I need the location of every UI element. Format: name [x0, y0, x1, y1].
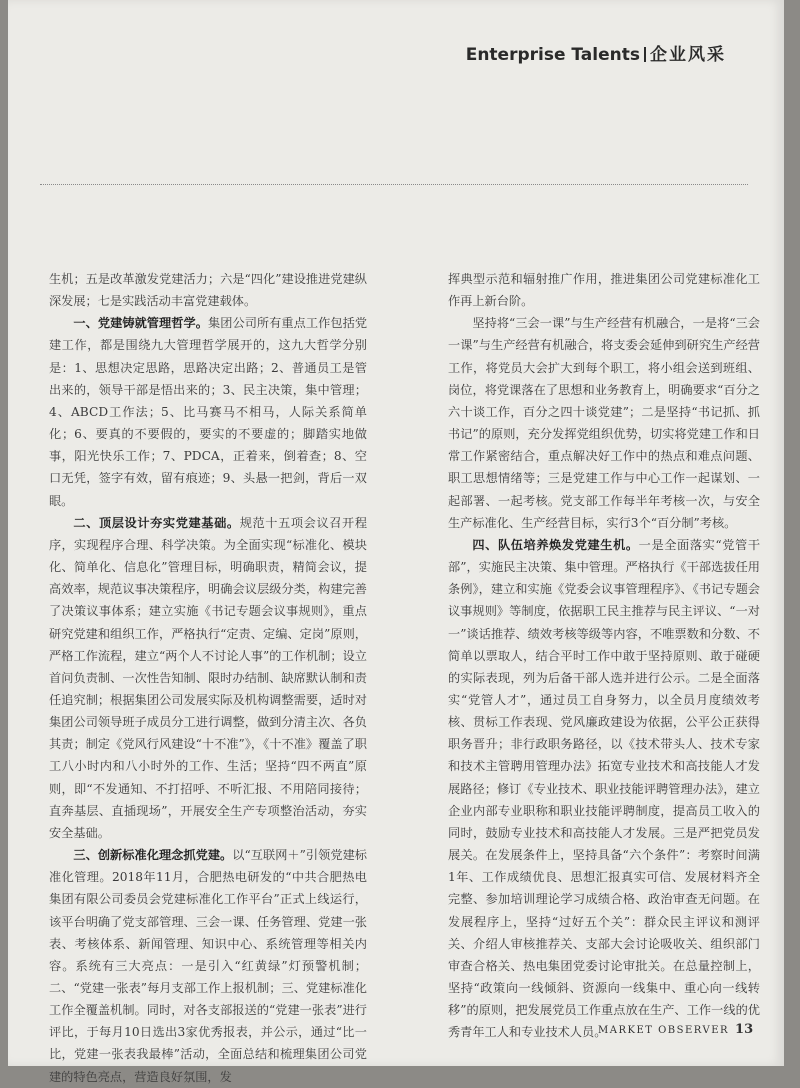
paragraph — [49, 844, 367, 1088]
paragraph-text: 生机；五是改革激发党建活力；六是“四化”建设推进党建纵深发展；七是实践活动丰富党建载体。 — [49, 272, 367, 309]
paragraph — [49, 312, 367, 511]
paragraph — [448, 534, 760, 1044]
section-heading: 二、顶层设计夯实党建基础。 — [73, 515, 240, 530]
paragraph — [448, 312, 760, 534]
section-heading: 四、队伍培养焕发党建生机。 — [472, 537, 639, 552]
dotted-divider — [40, 184, 748, 185]
paragraph-text: 规范十五项会议召开程序，实现程序合理、科学决策。为全面实现“标准化、模块化、简单化、信息化”管理目标，明确职责，精简会议，提高效率，规范议事决策程序，明确会议层级分类，构建完善了决策议事体系；建立实施《书记专题会议事规则》，重点研究党建和组织工作，严格执行“定责、定编、定岗”原则，严格工作流程，建立“两个人不讨论人事”的工作机制；设立首问负责制、一次性告知制、限时办结制、缺席默认制和责任追究制；根据集团公司发展实际及机构调整需要，适时对集团公司领导班子成员分工进行调整，做到分清主次、各负其责；制定《党风行风建设“十不准”》，《十不准》覆盖了职工八小时内和八小时外的工作、生活；坚持“四不两直”原则，即“不发通知、不打招呼、不听汇报、不用陪同接待；直奔基层、直插现场”，开展安全生产专项整治活动，夯实安全基础。 — [49, 515, 368, 840]
paragraph — [448, 268, 760, 312]
journal-name: MARKET OBSERVER — [598, 1025, 730, 1036]
header-english-title: Enterprise Talents — [465, 45, 640, 65]
section-header — [466, 40, 726, 65]
paragraph — [49, 512, 367, 844]
page-number: 13 — [735, 1022, 754, 1037]
paragraph-text: 一是全面落实“党管干部”，实施民主决策、集中管理。严格执行《干部选拔任用条例》，建立和实施《党委会议事管理程序》、《书记专题会议事规则》等制度，依据职工民主推荐与民主评议、“一对一”谈话推荐、绩效考核等级等内容，不唯票数和分数、不简单以票取人，结合平时工作中敢于坚持原则、敢于碰硬的实际表现，列为后备干部人选并进行公示。二是全面落实“党管人才”，通过员工自身努力，以全员月度绩效考核、贯标工作表现、党风廉政建设为依据，公平公正获得职务晋升；非行政职务路径，以《技术带头人、技术专家和技术主管聘用管理办法》拓宽专业技术和高技能人才发展路径；修订《专业技术、职业技能评聘管理办法》，建立企业内部专业职称和职业技能评聘制度，提高员工收入的同时，鼓励专业技术和高技能人才发展。三是严把党员发展关。在发展条件上，坚持具备“六个条件”：考察时间满1年、工作成绩优良、思想汇报真实可信、发展材料齐全完整、参加培训理论学习成绩合格、政治审查无问题。在发展程序上，坚持“过好五个关”：群众民主评议和测评关、介绍人审核推荐关、支部大会讨论吸收关、组织部门审查合格关、热电集团党委讨论审批关。在总量控制上，坚持“政策向一线倾斜、资源向一线集中、重心向一线转移”的原则，把发展党员工作重点放在生产、工作一线的优秀青年工人和专业技术人员。 — [448, 537, 761, 1040]
paragraph-text: 挥典型示范和辐射推广作用，推进集团公司党建标准化工作再上新台阶。 — [448, 272, 760, 309]
paragraph-text: 以“互联网＋”引领党建标准化管理。2018年11月，合肥热电研发的“中共合肥热电集团有限公司委员会党建标准化工作平台”正式上线运行，该平台明确了党支部管理、三会一课、任务管理、党建一张表、考核体系、新闻管理、知识中心、系统管理等相关内容。系统有三大亮点：一是引入“红黄绿”灯预警机制；二、“党建一张表”每月支部工作上报机制；三、党建标准化工作全覆盖机制。同时，对各支部报送的“党建一张表”进行评比，于每月10日选出3家优秀报表，并公示，通过“比一比，党建一张表我最棒”活动，全面总结和梳理集团公司党建的特色亮点，营造良好氛围，发 — [49, 848, 367, 1084]
paragraph — [49, 268, 367, 312]
right-column — [448, 268, 760, 1043]
page-footer — [598, 1022, 753, 1037]
header-divider — [644, 47, 646, 62]
header-chinese-title: 企业风采 — [650, 45, 726, 65]
paragraph-text: 集团公司所有重点工作包括党建工作，都是围绕九大管理哲学展开的，这九大哲学分别是：1、思想决定思路，思路决定出路；2、普通员工是管出来的，领导干部是悟出来的；3、民主决策，集中管理；4、ABCD工作法；5、比马赛马不相马，人际关系简单化；6、要真的不要假的，要实的不要虚的；脚踏实地做事，阳光快乐工作；7、PDCA，正着来，倒着查；8、空口无凭，签字有效，留有痕迹；9、头悬一把剑，背后一双眼。 — [49, 316, 368, 508]
section-heading: 一、党建铸就管理哲学。 — [73, 316, 208, 331]
section-heading: 三、创新标准化理念抓党建。 — [73, 848, 233, 863]
magazine-page — [8, 0, 784, 1084]
paragraph-text: 坚持将“三会一课”与生产经营有机融合，一是将“三会一课”与生产经营有机融合，将支委会延伸到研究生产经营工作，将党员大会扩大到每个职工，将小组会送到班组、岗位，将党课落在了思想和业务教育上，明确要求“百分之六十谈工作，百分之四十谈党建”；二是坚持“书记抓、抓书记”的原则，充分发挥党组织优势，切实将党建工作和日常工作紧密结合，重点解决好工作中的热点和难点问题、职工思想情绪等；三是党建工作与中心工作一起谋划、一起部署、一起考核。党支部工作每半年考核一次，与安全生产标准化、生产经营目标，实行3个“百分制”考核。 — [448, 316, 760, 530]
left-column — [49, 268, 367, 1088]
